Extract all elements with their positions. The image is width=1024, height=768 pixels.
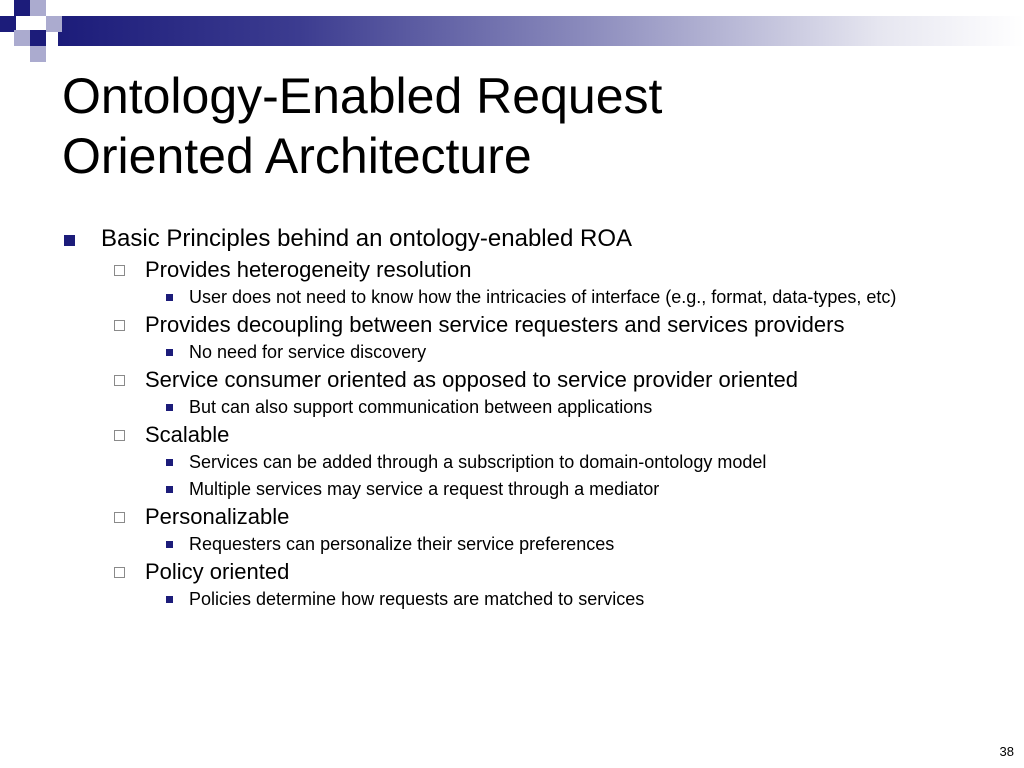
hollow-square-bullet-icon — [114, 512, 125, 523]
header-gradient-bar — [58, 16, 1024, 46]
detail-bullet-item — [0, 394, 949, 421]
sub-bullet-item — [0, 256, 1024, 284]
main-bullet-text: Basic Principles behind an ontology-enabled ROA — [101, 225, 632, 252]
square-bullet-icon — [64, 235, 75, 246]
detail-bullet-text: Services can be added through a subscription to domain-ontology model — [189, 452, 767, 472]
detail-bullet-text: User does not need to know how the intricacies of interface (e.g., format, data-types, etc) — [189, 287, 897, 307]
sub-bullet-text: Scalable — [145, 422, 230, 447]
small-square-bullet-icon — [166, 404, 173, 411]
bullet-list — [0, 224, 1024, 613]
hollow-square-bullet-icon — [114, 265, 125, 276]
hollow-square-bullet-icon — [114, 567, 125, 578]
sub-bullet-text: Provides heterogeneity resolution — [145, 257, 472, 282]
sub-bullet-text: Service consumer oriented as opposed to service provider oriented — [145, 367, 799, 392]
detail-bullet-item — [0, 586, 949, 613]
detail-bullet-item — [0, 531, 949, 558]
page-title — [62, 66, 962, 186]
sub-bullet-item — [0, 503, 1024, 531]
sub-bullet-item — [0, 311, 1024, 339]
sub-bullet-item — [0, 366, 1024, 394]
detail-bullet-item — [0, 449, 949, 476]
small-square-bullet-icon — [166, 349, 173, 356]
sub-bullet-item — [0, 558, 1024, 586]
sub-bullet-text: Personalizable — [145, 504, 290, 529]
detail-bullet-text: Policies determine how requests are matched to services — [189, 589, 645, 609]
sub-bullet-text: Policy oriented — [145, 559, 290, 584]
title-line-2: Oriented Architecture — [62, 128, 532, 184]
detail-bullet-item — [0, 339, 949, 366]
small-square-bullet-icon — [166, 596, 173, 603]
detail-bullet-item — [0, 476, 949, 503]
detail-bullet-text: But can also support communication between applications — [189, 397, 653, 417]
detail-bullet-text: Multiple services may service a request through a mediator — [189, 479, 660, 499]
hollow-square-bullet-icon — [114, 375, 125, 386]
small-square-bullet-icon — [166, 294, 173, 301]
detail-bullet-text: Requesters can personalize their service preferences — [189, 534, 615, 554]
sub-bullet-item — [0, 421, 1024, 449]
title-line-1: Ontology-Enabled Request — [62, 68, 663, 124]
small-square-bullet-icon — [166, 541, 173, 548]
small-square-bullet-icon — [166, 459, 173, 466]
small-square-bullet-icon — [166, 486, 173, 493]
slide-number: 38 — [999, 744, 1014, 759]
main-bullet-item — [0, 224, 1024, 256]
detail-bullet-item — [0, 284, 949, 311]
hollow-square-bullet-icon — [114, 320, 125, 331]
detail-bullet-text: No need for service discovery — [189, 342, 427, 362]
hollow-square-bullet-icon — [114, 430, 125, 441]
sub-bullet-text: Provides decoupling between service requesters and services providers — [145, 312, 845, 337]
